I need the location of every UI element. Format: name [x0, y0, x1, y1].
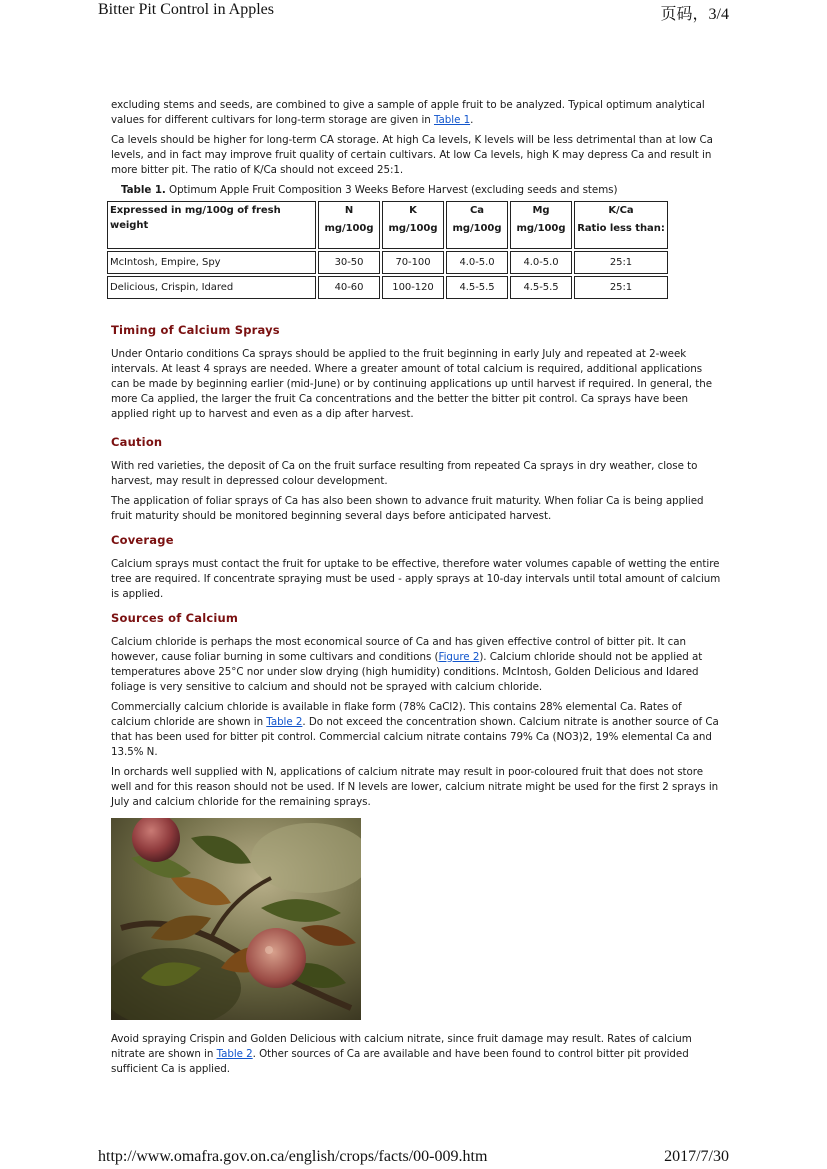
table1-header-cultivar — [107, 201, 316, 249]
sources-p2-text-a: Commercially calcium chloride is available in flake form (78% CaCl2). This contains 28% elemental Ca. Rates of calcium chloride are shown in — [111, 701, 682, 728]
heading-caution: Caution — [111, 435, 163, 449]
table-cell: 100-120 — [382, 276, 444, 299]
intro-end: . — [470, 114, 474, 126]
table1-header-mg — [510, 201, 572, 249]
intro-paragraph-2: Ca levels should be higher for long-term CA storage. At high Ca levels, K levels will be less detrimental than at low Ca levels, and in fact may improve fruit quality of certain cultivars. At low Ca levels, high K may depress Ca and result in more bitter pit. The ratio of K/Ca should not exceed 25:1. — [111, 134, 713, 176]
table1-header-mg-label: Mg — [532, 205, 550, 216]
table1-link[interactable]: Table 1 — [433, 114, 471, 126]
table1-header-k-unit: mg/100g — [388, 223, 438, 234]
table-cell: 25:1 — [574, 251, 668, 274]
page-header-page-number: 页码，3/4 — [660, 6, 729, 23]
table-cell: Delicious, Crispin, Idared — [107, 276, 316, 299]
table1-header-mg-unit: mg/100g — [516, 223, 566, 234]
coverage-paragraph: Calcium sprays must contact the fruit for uptake to be effective, therefore water volumes capable of wetting the entire tree are required. If concentrate spraying must be used - apply sprays at 10-day intervals until total amount of calcium is applied. — [111, 558, 721, 600]
sources-paragraph-3: In orchards well supplied with N, applications of calcium nitrate may result in poor-coloured fruit that does not store well and for this reason should not be used. If N levels are lower, calcium nitrate might be used for the first 2 sprays in July and calcium chloride for the remaining sprays. — [111, 766, 719, 808]
table1-header-kca — [574, 201, 668, 249]
table-row — [107, 251, 668, 274]
heading-timing: Timing of Calcium Sprays — [111, 323, 280, 337]
caution-paragraph-1: With red varieties, the deposit of Ca on the fruit surface resulting from repeated Ca sprays in dry weather, close to harvest, may result in depressed colour development. — [111, 460, 698, 487]
table1-header-k-label: K — [409, 205, 417, 216]
table-cell: 25:1 — [574, 276, 668, 299]
table1-caption-label: Table 1. — [121, 184, 166, 196]
sources-paragraph-4 — [111, 1032, 721, 1077]
sources-paragraph-2 — [111, 700, 721, 760]
sources-p1-text-a: Calcium chloride is perhaps the most economical source of Ca and has given effective control of bitter pit. It can however, cause foliar burning in some cultivars and conditions ( — [111, 636, 686, 663]
table1-header-ca-unit: mg/100g — [452, 223, 502, 234]
intro-paragraph-1 — [111, 98, 721, 128]
table1-header-ca — [446, 201, 508, 249]
table2-link-2[interactable]: Table 2 — [216, 1048, 253, 1060]
heading-sources: Sources of Calcium — [111, 611, 239, 625]
table-cell: 4.0-5.0 — [446, 251, 508, 274]
table-cell: 4.0-5.0 — [510, 251, 572, 274]
caution-paragraph-2: The application of foliar sprays of Ca has also been shown to advance fruit maturity. When foliar Ca is being applied fruit maturity should be monitored beginning several days before anticipated harvest. — [111, 495, 704, 522]
table-cell: 70-100 — [382, 251, 444, 274]
sources-paragraph-1 — [111, 635, 721, 695]
sources-p2-text-b: . Do not exceed the concentration shown. Calcium nitrate is another source of Ca that has been used for bitter pit control. Commercial calcium nitrate contains 79% Ca (NO3)2, 19% elemental Ca and 13.5% N. — [111, 716, 719, 758]
table1-header-cultivar-label: Expressed in mg/100g of fresh weight — [110, 205, 281, 231]
table-cell: 40-60 — [318, 276, 380, 299]
table1-caption — [121, 183, 721, 198]
table-cell: 30-50 — [318, 251, 380, 274]
table1-header-n-label: N — [344, 205, 354, 216]
table1-header-n — [318, 201, 380, 249]
page-footer-url: http://www.omafra.gov.on.ca/english/crops/facts/00-009.htm — [98, 1148, 488, 1165]
table1-apple-composition — [105, 199, 670, 301]
sources-p4-text-a: Avoid spraying Crispin and Golden Delicious with calcium nitrate, since fruit damage may result. Rates of calcium nitrate are shown in — [111, 1033, 692, 1060]
page-footer-date: 2017/7/30 — [664, 1148, 729, 1165]
table1-header-k — [382, 201, 444, 249]
figure2-link[interactable]: Figure 2 — [438, 651, 480, 663]
table1-header-kca-unit: Ratio less than: — [577, 223, 665, 234]
sources-p1-text-b: ). Calcium chloride should not be applied at temperatures above 25°C nor under slow drying (high humidity) conditions. McIntosh, Golden Delicious and Idared foliage is very sensitive to calcium and should not be sprayed with calcium chloride. — [111, 651, 703, 693]
table1-caption-text: Optimum Apple Fruit Composition 3 Weeks Before Harvest (excluding seeds and stems) — [165, 184, 618, 196]
table-cell: McIntosh, Empire, Spy — [107, 251, 316, 274]
table1-header-kca-label: K/Ca — [608, 205, 634, 216]
heading-coverage: Coverage — [111, 533, 174, 547]
apple-foliar-burn-photo — [111, 818, 361, 1020]
table1-header-n-unit: mg/100g — [324, 223, 374, 234]
table-cell: 4.5-5.5 — [510, 276, 572, 299]
sources-p4-text-b: . Other sources of Ca are available and have been found to control bitter pit provided sufficient Ca is applied. — [111, 1048, 689, 1075]
article-body — [111, 98, 721, 1082]
table1-header-ca-label: Ca — [470, 205, 484, 216]
page-header-title: Bitter Pit Control in Apples — [98, 1, 275, 18]
table-cell: 4.5-5.5 — [446, 276, 508, 299]
intro-text: excluding stems and seeds, are combined to give a sample of apple fruit to be analyzed. Typical optimum analytical values for different cultivars for long-term storage are given in — [111, 99, 705, 126]
timing-paragraph: Under Ontario conditions Ca sprays should be applied to the fruit beginning in early July and repeated at 2-week intervals. At least 4 sprays are needed. Where a greater amount of total calcium is required, additional applications can be made by beginning earlier (mid-June) or by continuing applications up until harvest if required. In general, the more Ca applied, the larger the fruit Ca concentrations and the better the bitter pit control. Ca sprays have been applied right up to harvest and even as a dip after harvest. — [111, 348, 712, 420]
table2-link[interactable]: Table 2 — [266, 716, 303, 728]
table-row — [107, 276, 668, 299]
table1-header-row — [107, 201, 668, 249]
